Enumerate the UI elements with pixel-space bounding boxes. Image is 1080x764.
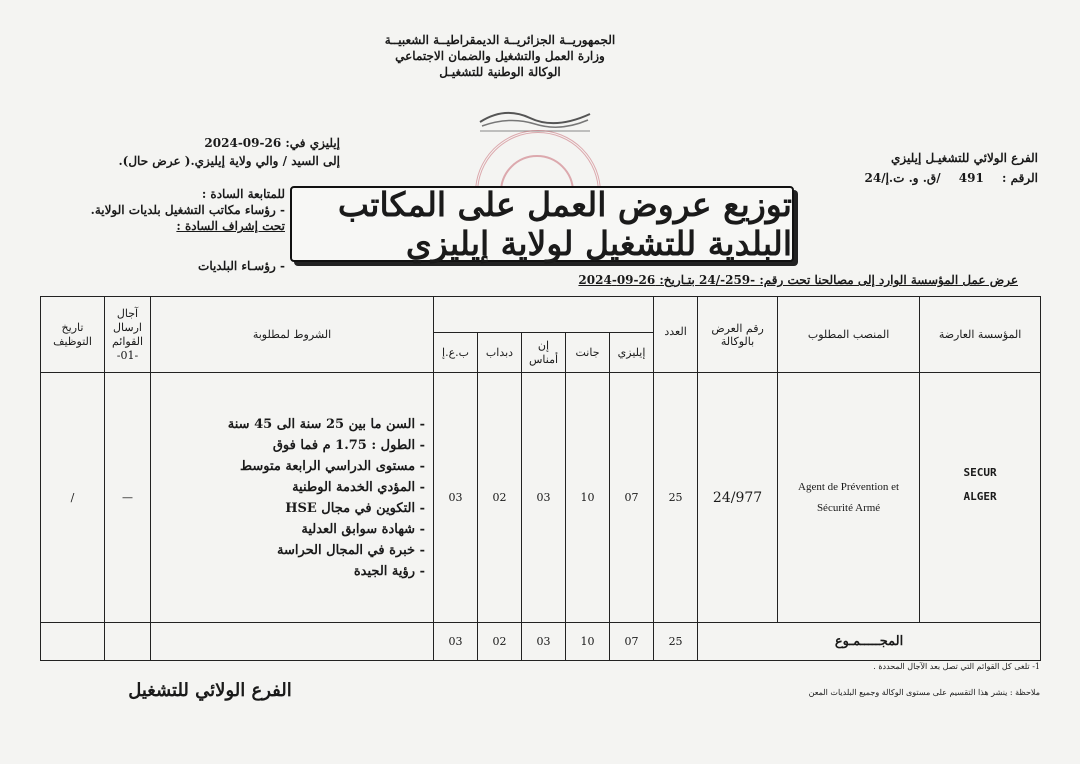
- header-hire-date: تاريخ التوظيف: [41, 297, 105, 373]
- offer-number-cell: 24/977: [698, 373, 778, 623]
- total-distribution-cell: 02: [478, 623, 522, 661]
- distribution-cell: 03: [522, 373, 566, 623]
- date-and-recipient: [40, 134, 340, 170]
- deadline-cell: —: [105, 373, 151, 623]
- header-conditions: الشروط لمطلوبة: [151, 297, 434, 373]
- signature-block: الفرع الولائي للتشغيل: [128, 680, 292, 701]
- organization-cell: [920, 373, 1041, 623]
- commune-header: إن أمناس: [522, 333, 566, 373]
- totals-row: [41, 623, 1041, 661]
- distribution-cell: 02: [478, 373, 522, 623]
- table-row: [41, 373, 1041, 623]
- recipient: إلى السيد / والي ولاية إيليزي.( عرض حال).: [118, 154, 340, 168]
- list-item: - مستوى الدراسي الرابعة متوسط: [151, 456, 425, 477]
- supervision-label: تحت إشراف السادة :: [176, 219, 285, 233]
- list-item: - التكوين في مجال HSE: [151, 498, 425, 519]
- distribution-cell: 10: [566, 373, 610, 623]
- organization-name-line2: ALGER: [963, 490, 997, 503]
- header-distribution: [434, 297, 654, 333]
- hire-date-cell: /: [41, 373, 105, 623]
- issuing-branch: [818, 148, 1038, 188]
- commune-header: ب.ع.إ: [434, 333, 478, 373]
- letter-date: إيليزي في: 26-09-2024: [204, 136, 340, 150]
- note-deadline: 1- تلغى كل القوائم التي تصل بعد الآجال المحددة .: [873, 662, 1040, 671]
- header-offer-number: رقم العرض بالوكالة: [698, 297, 778, 373]
- letterhead: [330, 32, 670, 80]
- totals-empty: [151, 623, 434, 661]
- follow-up-label: للمتابعة السادة :: [201, 187, 285, 201]
- totals-empty: [41, 623, 105, 661]
- header-post: المنصب المطلوب: [778, 297, 920, 373]
- total-distribution-cell: 07: [610, 623, 654, 661]
- count-cell: 25: [654, 373, 698, 623]
- mayors-line: - رؤسـاء البلديات: [198, 259, 285, 273]
- list-item: - خبرة في المجال الحراسة: [151, 540, 425, 561]
- document-title: توزيع عروض العمل على المكاتب البلدية للتشغيل لولاية إيليزي: [290, 186, 794, 262]
- totals-empty: [105, 623, 151, 661]
- post-cell: Agent de Prévention et Sécurité Armé: [778, 373, 920, 623]
- commune-header: جانت: [566, 333, 610, 373]
- header-count: العدد: [654, 297, 698, 373]
- total-distribution-cell: 03: [434, 623, 478, 661]
- list-item: - شهادة سوابق العدلية: [151, 519, 425, 540]
- job-offers-table: [40, 296, 1041, 661]
- header-organization: المؤسسة العارضة: [920, 297, 1041, 373]
- distribution-cell: 07: [610, 373, 654, 623]
- list-item: - السن ما بين 25 سنة الى 45 سنة: [151, 414, 425, 435]
- conditions-cell: [151, 373, 434, 623]
- commune-header: إيليزي: [610, 333, 654, 373]
- ministry-line: وزارة العمل والتشغيل والضمان الاجتماعي: [395, 49, 605, 63]
- list-item: - الطول : 1.75 م فما فوق: [151, 435, 425, 456]
- offer-reference-line: عرض عمل المؤسسة الوارد إلى مصالحنا تحت رقم: -259-/24 بتـاريخ: 26-09-2024: [578, 273, 1018, 287]
- follow-up-line: - رؤساء مكاتب التشغيل بلديات الولاية.: [90, 203, 285, 217]
- organization-name-line1: SECUR: [963, 466, 997, 479]
- header-deadline: آجال ارسال القوائم -01-: [105, 297, 151, 373]
- conditions-list: [151, 414, 433, 582]
- total-label: المجـــــمـوع: [698, 623, 1041, 661]
- total-distribution-cell: 03: [522, 623, 566, 661]
- commune-header: دبداب: [478, 333, 522, 373]
- note-publication: ملاحظة : ينشر هذا التقسيم على مستوى الوكالة وجميع البلديات المعن: [808, 688, 1040, 697]
- list-item: - المؤدي الخدمة الوطنية: [151, 477, 425, 498]
- republic-line: الجمهوريــة الجزائريــة الديمقراطيــة الشعبيــة: [384, 33, 616, 47]
- list-item: - رؤية الجيدة: [151, 561, 425, 582]
- reference-number: الرقم : 491 /ق. و. ت.إ/24: [864, 171, 1038, 185]
- branch-name: الفرع الولائي للتشغيـل إيليزي: [891, 151, 1038, 165]
- agency-line: الوكالة الوطنية للتشغيـل: [439, 65, 561, 79]
- distribution-cell: 03: [434, 373, 478, 623]
- total-distribution-cell: 10: [566, 623, 610, 661]
- follow-up-block: [40, 186, 285, 234]
- total-count-cell: 25: [654, 623, 698, 661]
